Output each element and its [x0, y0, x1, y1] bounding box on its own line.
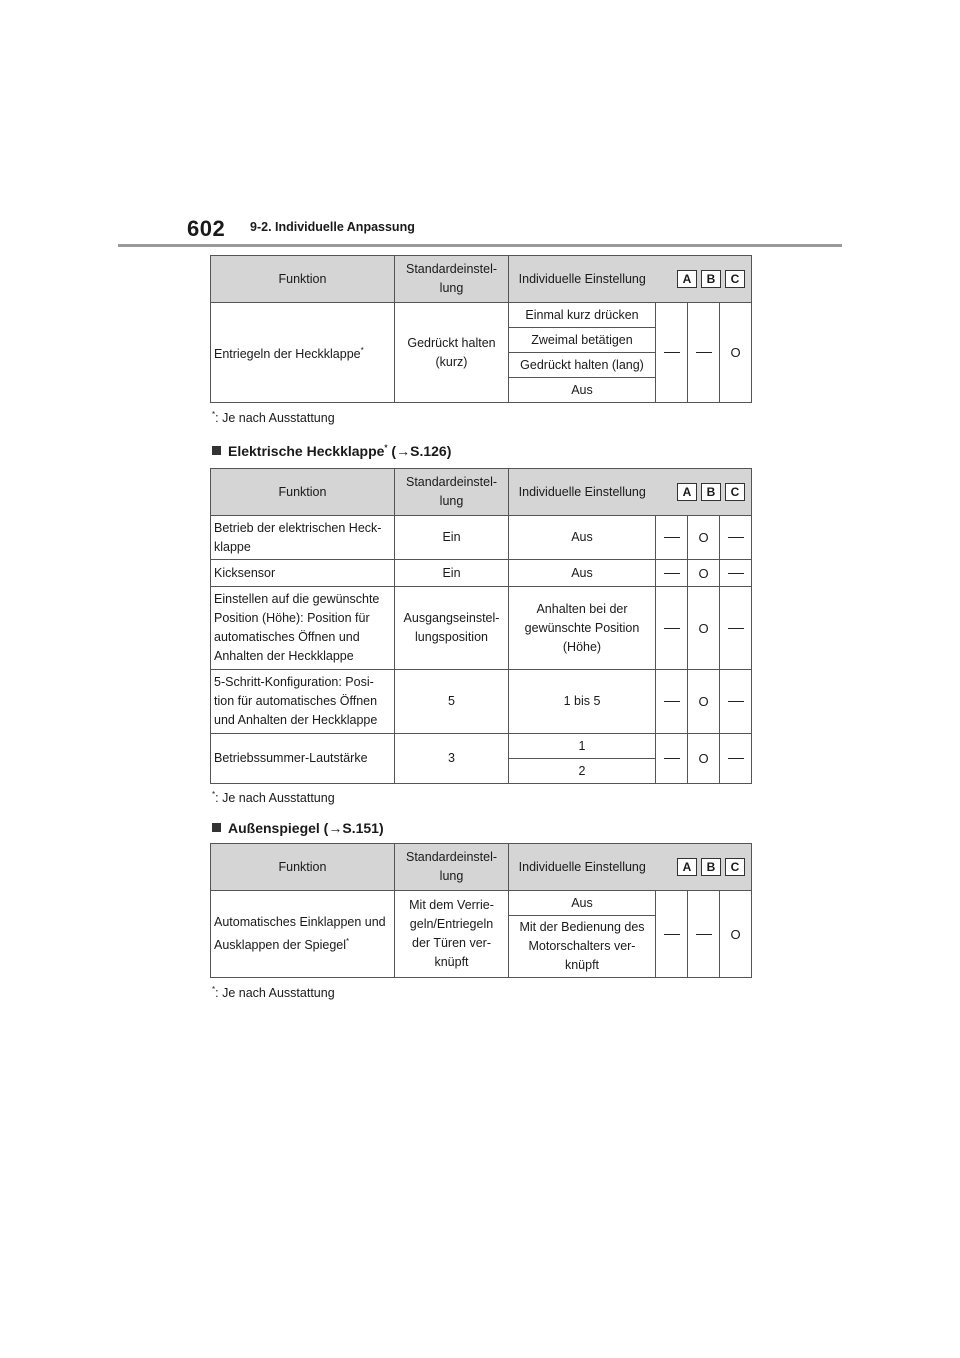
individuell-cell: Anhalten bei der gewünschte Position (Höhe) — [509, 587, 656, 670]
option-cell: Einmal kurz drücken — [509, 303, 656, 328]
c-cell — [720, 587, 752, 670]
col-standard: Standardeinstel- lung — [395, 844, 509, 891]
table-header-row — [211, 256, 752, 303]
a-cell — [656, 587, 688, 670]
badge-b: B — [701, 270, 721, 288]
b-cell: O — [688, 734, 720, 784]
arrow-icon: → — [396, 443, 411, 459]
col-funktion: Funktion — [211, 469, 395, 516]
col-funktion: Funktion — [211, 844, 395, 891]
option-cell: 2 — [509, 759, 656, 784]
table-row — [211, 303, 752, 328]
header-rule — [118, 244, 842, 247]
c-cell — [720, 560, 752, 587]
standard-cell: Ein — [395, 560, 509, 587]
table-aussenspiegel — [210, 843, 752, 978]
table-heckklappe-entriegeln — [210, 255, 752, 403]
funktion-cell: 5-Schritt-Konfiguration: Posi- tion für automatisches Öffnen und Anhalten der Heckklappe — [211, 670, 395, 734]
table-row — [211, 891, 752, 916]
col-individuell: Individuelle Einstellung — [509, 844, 656, 891]
table-row — [211, 587, 752, 670]
standard-cell: 3 — [395, 734, 509, 784]
option-cell: 1 — [509, 734, 656, 759]
individuell-cell: Aus — [509, 560, 656, 587]
col-abc — [656, 844, 752, 891]
a-cell — [656, 734, 688, 784]
option-cell: Aus — [509, 891, 656, 916]
section-elektrische-heckklappe: Elektrische Heckklappe* (→S.126) — [212, 443, 451, 459]
footnote-2: *: Je nach Ausstattung — [212, 790, 335, 806]
badge-c: C — [725, 858, 745, 876]
c-cell — [720, 670, 752, 734]
b-cell: O — [688, 670, 720, 734]
a-cell — [656, 303, 688, 403]
section-aussenspiegel: Außenspiegel (→S.151) — [212, 820, 384, 836]
a-cell — [656, 670, 688, 734]
funktion-cell: Einstellen auf die gewünschte Position (Höhe): Position für automatisches Öffnen und Anhalten der Heckklappe — [211, 587, 395, 670]
table-row — [211, 734, 752, 759]
option-cell: Aus — [509, 378, 656, 403]
col-standard: Standardeinstel- lung — [395, 256, 509, 303]
c-cell: O — [720, 891, 752, 978]
a-cell — [656, 560, 688, 587]
table-elektrische-heckklappe — [210, 468, 752, 784]
col-abc — [656, 469, 752, 516]
b-cell: O — [688, 516, 720, 560]
individuell-cell: Aus — [509, 516, 656, 560]
table-row — [211, 560, 752, 587]
footnote-star: * — [360, 345, 364, 355]
c-cell — [720, 734, 752, 784]
badge-a: A — [677, 483, 697, 501]
b-cell: O — [688, 560, 720, 587]
col-funktion: Funktion — [211, 256, 395, 303]
funktion-cell: Kicksensor — [211, 560, 395, 587]
arrow-icon: → — [328, 820, 343, 836]
standard-cell: Mit dem Verrie- geln/Entriegeln der Türen ver- knüpft — [395, 891, 509, 978]
standard-cell: Ein — [395, 516, 509, 560]
funktion-cell: Automatisches Einklappen und Ausklappen der Spiegel* — [211, 891, 395, 978]
badge-b: B — [701, 483, 721, 501]
footnote-1: *: Je nach Ausstattung — [212, 410, 335, 426]
table-row — [211, 516, 752, 560]
c-cell — [720, 516, 752, 560]
bullet-square-icon — [212, 446, 221, 455]
badge-c: C — [725, 270, 745, 288]
funktion-cell: Betrieb der elektrischen Heck- klappe — [211, 516, 395, 560]
standard-cell: Gedrückt halten (kurz) — [395, 303, 509, 403]
standard-cell: Ausgangseinstel- lungsposition — [395, 587, 509, 670]
footnote-3: *: Je nach Ausstattung — [212, 985, 335, 1001]
col-standard: Standardeinstel- lung — [395, 469, 509, 516]
a-cell — [656, 516, 688, 560]
footnote-star: * — [346, 936, 350, 946]
table-header-row — [211, 844, 752, 891]
option-cell: Zweimal betätigen — [509, 328, 656, 353]
table-header-row — [211, 469, 752, 516]
funktion-cell: Betriebssummer-Lautstärke — [211, 734, 395, 784]
badge-a: A — [677, 858, 697, 876]
col-individuell: Individuelle Einstellung — [509, 256, 656, 303]
option-cell: Mit der Bedienung des Motorschalters ver- knüpft — [509, 916, 656, 978]
b-cell: O — [688, 587, 720, 670]
col-individuell: Individuelle Einstellung — [509, 469, 656, 516]
a-cell — [656, 891, 688, 978]
funktion-cell: Entriegeln der Heckklappe* — [211, 303, 395, 403]
page-number: 602 — [187, 216, 226, 241]
b-cell — [688, 891, 720, 978]
individuell-cell: 1 bis 5 — [509, 670, 656, 734]
standard-cell: 5 — [395, 670, 509, 734]
b-cell — [688, 303, 720, 403]
chapter-title: 9-2. Individuelle Anpassung — [250, 220, 415, 234]
badge-a: A — [677, 270, 697, 288]
c-cell: O — [720, 303, 752, 403]
badge-b: B — [701, 858, 721, 876]
badge-c: C — [725, 483, 745, 501]
table-row — [211, 670, 752, 734]
col-abc — [656, 256, 752, 303]
bullet-square-icon — [212, 823, 221, 832]
option-cell: Gedrückt halten (lang) — [509, 353, 656, 378]
